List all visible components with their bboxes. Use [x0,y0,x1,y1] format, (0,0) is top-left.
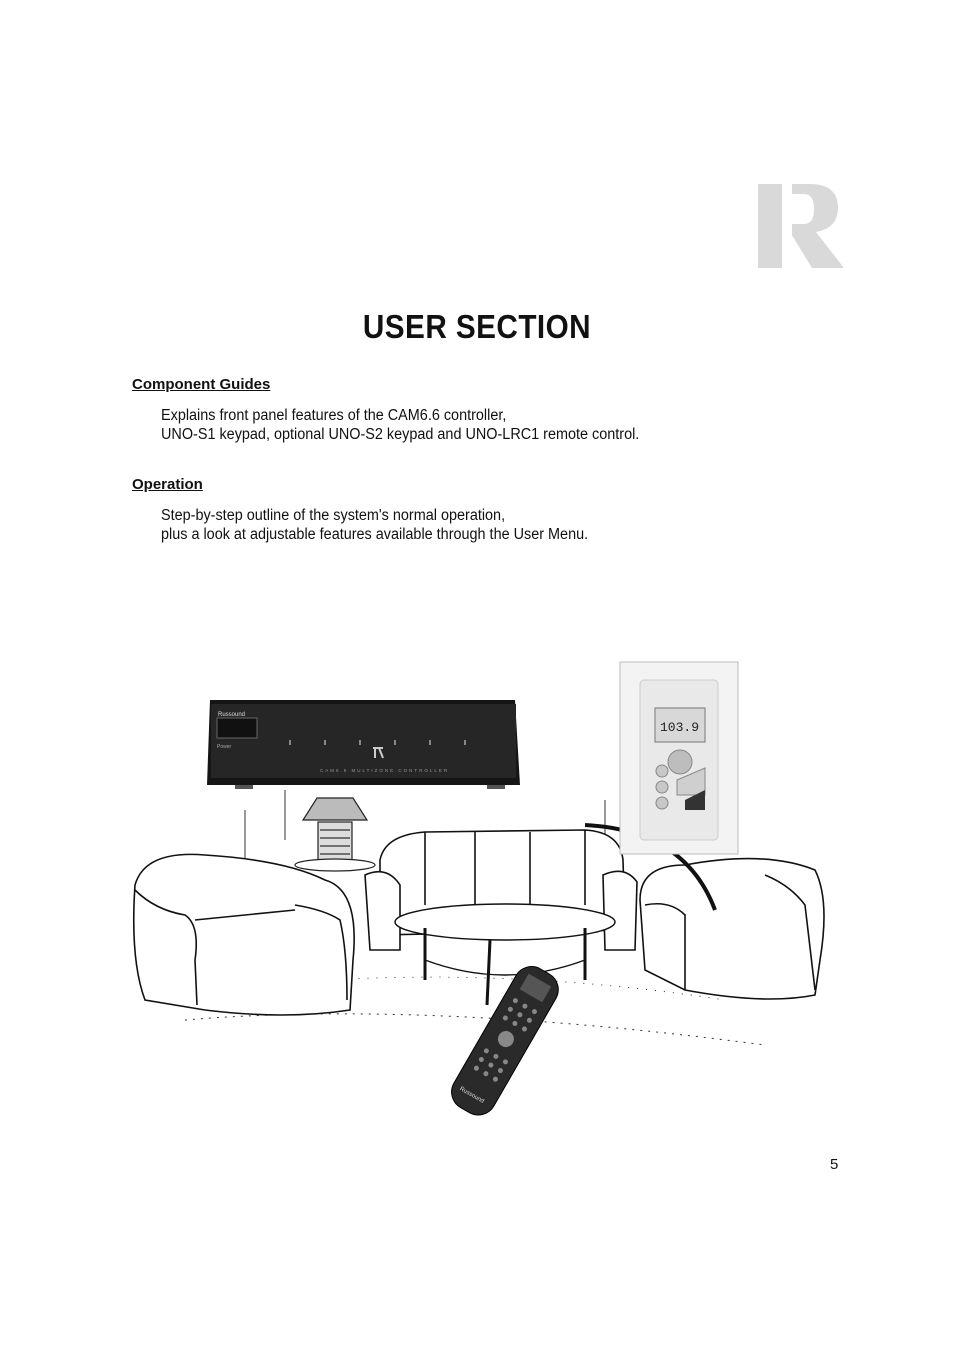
remote-control [445,960,565,1120]
table-lamp [295,798,375,871]
controller-panel-text: CAM6.6 MULTIZONE CONTROLLER [320,768,450,773]
controller-unit [207,700,520,789]
section-body-operation [161,506,588,544]
page-number: 5 [830,1156,839,1173]
brand-logo-mark [758,184,844,268]
body-line: plus a look at adjustable features available through the User Menu. [161,526,589,543]
body-line: UNO-S1 keypad, optional UNO-S2 keypad and UNO-LRC1 remote control. [161,426,640,443]
section-body-component-guides [161,406,639,444]
left-armchair [134,854,354,1015]
remote-brand: Russound [458,1086,485,1105]
controller-brand: Russound [218,712,246,718]
page-title: USER SECTION [362,308,592,345]
section-heading-component-guides: Component Guides [132,376,271,393]
right-armchair [640,859,824,999]
controller-power-label: Power [217,744,232,750]
coffee-table [395,904,615,1005]
section-heading-operation: Operation [132,476,203,493]
body-line: Explains front panel features of the CAM6.6 controller, [161,407,507,424]
body-line: Step-by-step outline of the system's normal operation, [161,507,506,524]
keypad-display: 103.9 [660,720,700,735]
living-room-illustration [125,660,830,1120]
wall-keypad [620,662,738,854]
